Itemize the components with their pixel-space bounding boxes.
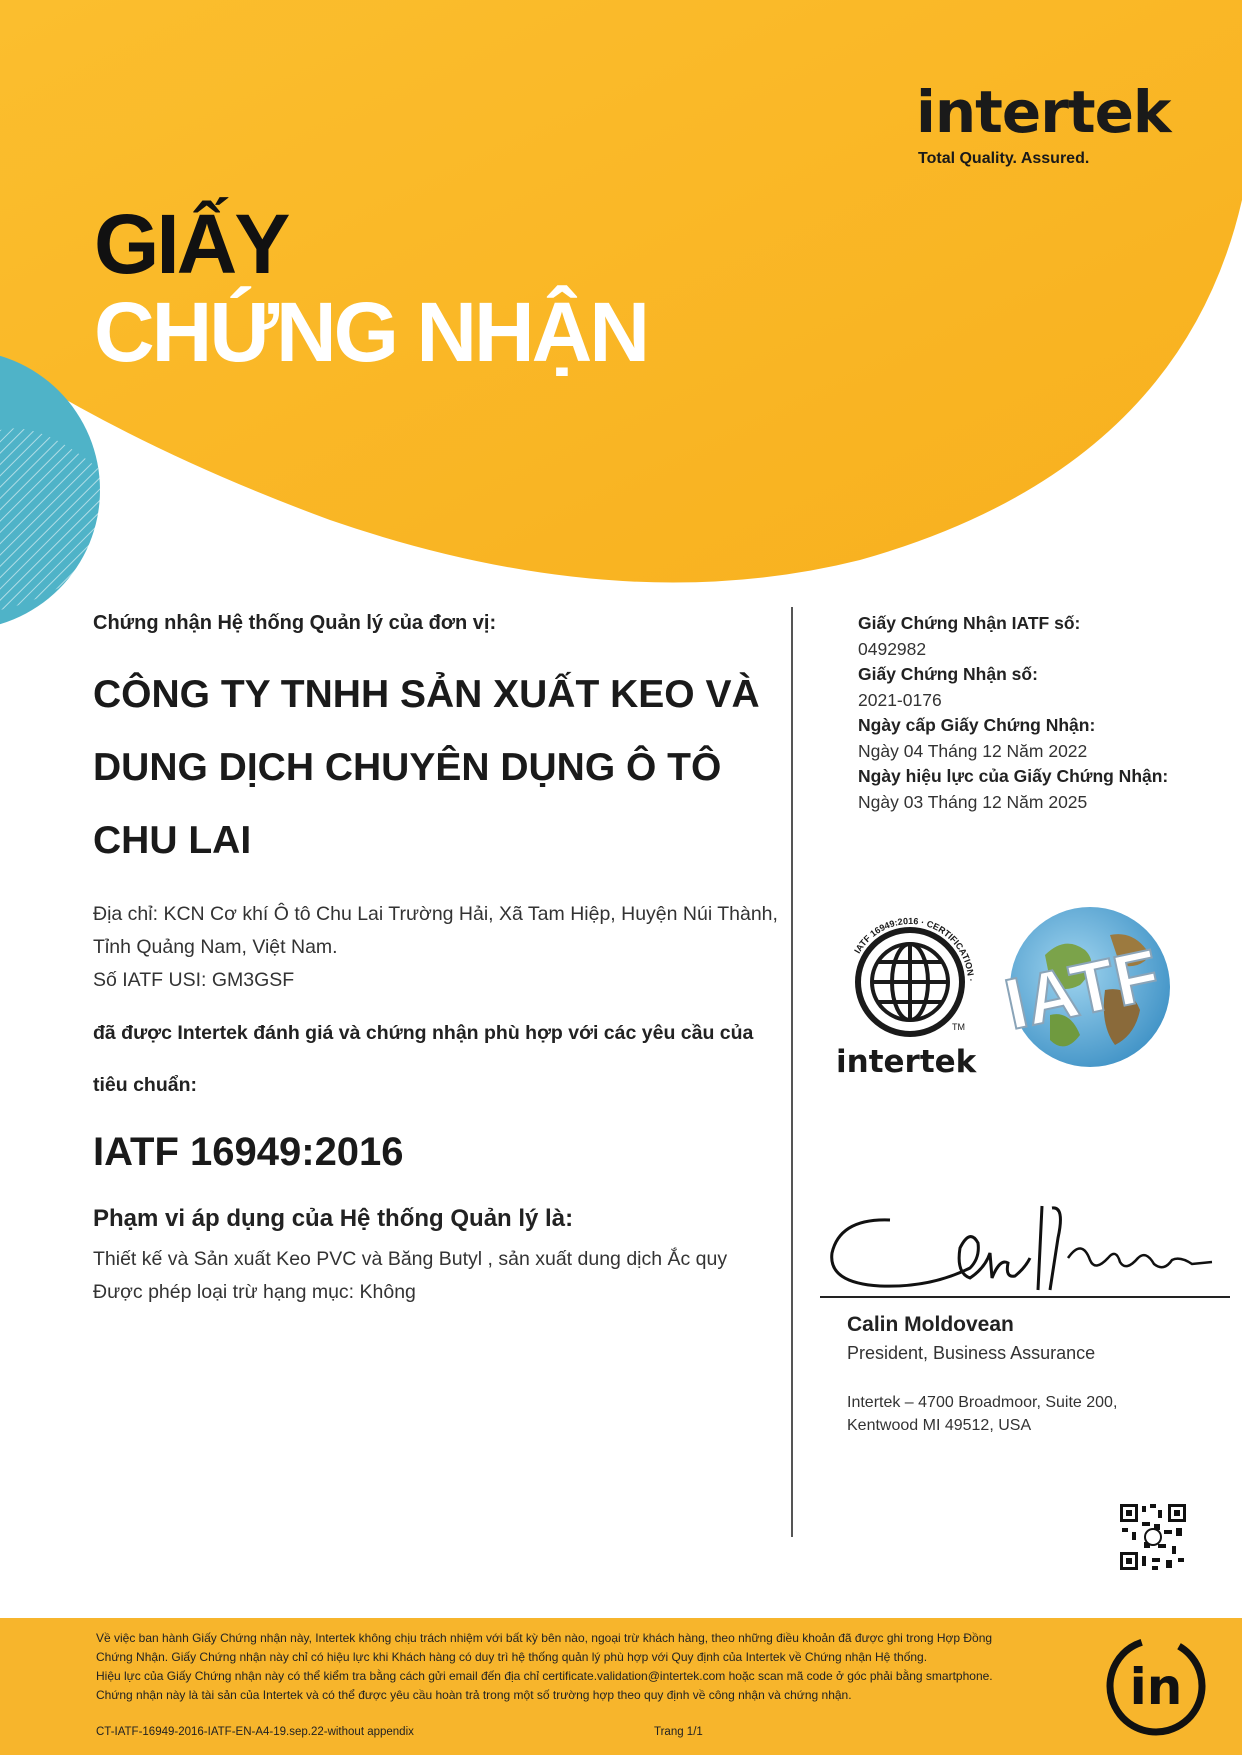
address-block bbox=[93, 898, 778, 997]
issue-date-label: Ngày cấp Giấy Chứng Nhận: bbox=[858, 715, 1096, 735]
iatf-number-label: Giấy Chứng Nhận IATF số: bbox=[858, 613, 1081, 633]
page-number: Trang 1/1 bbox=[654, 1726, 703, 1738]
scope-line-2: Được phép loại trừ hạng mục: Không bbox=[93, 1281, 416, 1303]
standard-name: IATF 16949:2016 bbox=[93, 1130, 404, 1174]
certifies-lead: Chứng nhận Hệ thống Quản lý của đơn vị: bbox=[93, 612, 497, 634]
seal-intertek-word: intertek bbox=[836, 1044, 977, 1080]
column-divider bbox=[791, 607, 793, 1537]
certification-seal-icon bbox=[830, 912, 990, 1082]
cert-number-value: 2021-0176 bbox=[858, 689, 942, 710]
footer-line-3: Hiệu lực của Giấy Chứng nhận này có thể kiểm tra bằng cách gửi email đến địa chỉ certificate.validation@intertek.com hoặc scan mã code ở góc phải bằng smartphone. bbox=[96, 1669, 993, 1683]
seal-tm-mark: TM bbox=[952, 1022, 965, 1032]
iatf-number-value: 0492982 bbox=[858, 638, 927, 659]
company-name bbox=[93, 658, 813, 877]
signatory-address-line-1: Intertek – 4700 Broadmoor, Suite 200, bbox=[847, 1394, 1118, 1411]
assessed-line-2: tiêu chuẩn: bbox=[93, 1074, 198, 1096]
footer-line-1: Về việc ban hành Giấy Chứng nhận này, Intertek không chịu trách nhiệm với bất kỳ bên nào, ngoại trừ khách hàng, theo những điều khoản đã được ghi trong Hợp Đồng bbox=[96, 1631, 993, 1645]
document-code: CT-IATF-16949-2016-IATF-EN-A4-19.sep.22-without appendix bbox=[96, 1726, 414, 1738]
iatf-globe-icon bbox=[990, 895, 1185, 1075]
address-line-2: Tỉnh Quảng Nam, Việt Nam. bbox=[93, 936, 338, 958]
signatory-address bbox=[847, 1391, 1117, 1437]
scope-line-1: Thiết kế và Sản xuất Keo PVC và Băng Butyl , sản xuất dung dịch Ắc quy bbox=[93, 1248, 728, 1270]
intertek-logo: intertek bbox=[916, 78, 1171, 146]
expiry-date-label: Ngày hiệu lực của Giấy Chứng Nhận: bbox=[858, 766, 1169, 786]
address-line-1: Địa chỉ: KCN Cơ khí Ô tô Chu Lai Trường Hải, Xã Tam Hiệp, Huyện Núi Thành, bbox=[93, 903, 778, 925]
cert-number-label: Giấy Chứng Nhận số: bbox=[858, 664, 1038, 684]
title-line-1: GIẤY bbox=[94, 197, 288, 291]
company-line-2: DUNG DỊCH CHUYÊN DỤNG Ô TÔ bbox=[93, 746, 722, 789]
scope-heading: Phạm vi áp dụng của Hệ thống Quản lý là: bbox=[93, 1205, 574, 1232]
scope-block bbox=[93, 1243, 727, 1309]
title-line-2: CHỨNG NHẬN bbox=[94, 285, 647, 379]
certificate-info bbox=[858, 611, 1168, 815]
intertek-tagline: Total Quality. Assured. bbox=[918, 150, 1090, 167]
company-line-1: CÔNG TY TNHH SẢN XUẤT KEO VÀ bbox=[93, 673, 760, 716]
footer-line-2: Chứng Nhận. Giấy Chứng nhận này chỉ có hiệu lực khi Khách hàng có duy trì hệ thống quản lý phù hợp với Quy định của Intertek về Chứng nhận Hệ thống. bbox=[96, 1650, 928, 1664]
seal-ring-text: IATF 16949:2016 · CERTIFICATION · bbox=[852, 915, 977, 982]
issue-date-value: Ngày 04 Tháng 12 Năm 2022 bbox=[858, 740, 1088, 761]
iatf-logo-letters: IATF bbox=[998, 934, 1167, 1046]
signatory-title: President, Business Assurance bbox=[847, 1343, 1096, 1363]
assessed-line-1: đã được Intertek đánh giá và chứng nhận phù hợp với các yêu cầu của bbox=[93, 1022, 754, 1044]
badge-letters: in bbox=[1129, 1658, 1183, 1716]
intertek-in-badge-icon bbox=[1100, 1630, 1212, 1742]
expiry-date-value: Ngày 03 Tháng 12 Năm 2025 bbox=[858, 791, 1088, 812]
footer-line-4: Chứng nhận này là tài sản của Intertek và có thể được yêu cầu hoàn trả trong một số trường hợp theo quy định về công nhận và chứng nhận. bbox=[96, 1688, 852, 1702]
qr-code[interactable] bbox=[1118, 1502, 1188, 1572]
signatory-name: Calin Moldovean bbox=[847, 1313, 1014, 1336]
signatory-address-line-2: Kentwood MI 49512, USA bbox=[847, 1417, 1032, 1434]
footer-disclaimer bbox=[96, 1629, 1096, 1705]
iatf-usi: Số IATF USI: GM3GSF bbox=[93, 969, 295, 991]
signature-image bbox=[820, 1198, 1240, 1308]
company-line-3: CHU LAI bbox=[93, 819, 252, 862]
